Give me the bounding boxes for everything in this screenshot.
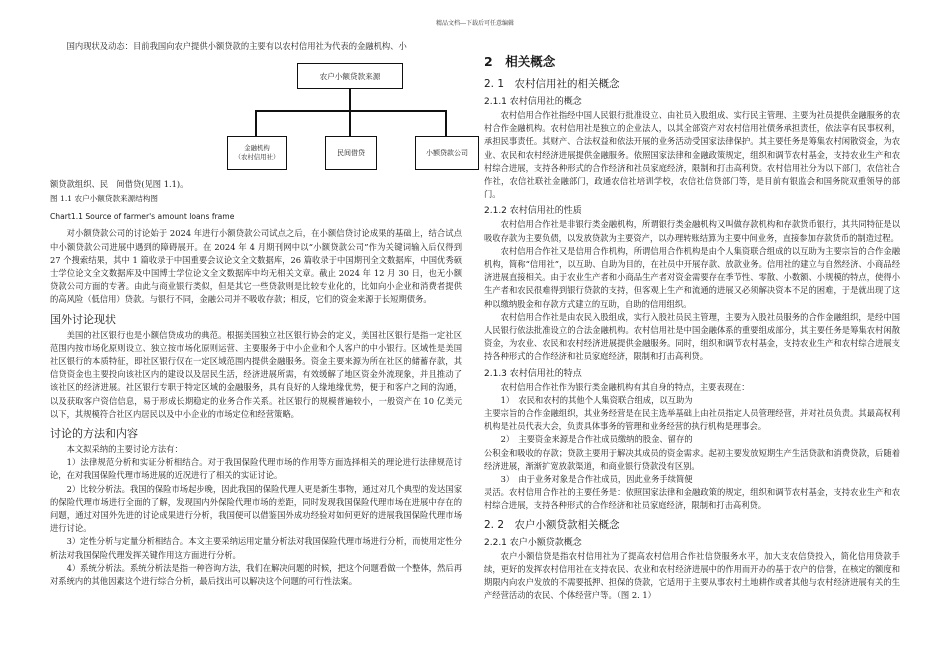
loan-source-diagram	[225, 59, 485, 174]
right-column	[484, 50, 900, 603]
method-item-2: 2）比较分析法。我国的保险市场起步晚，因此我国的保险代理人更是新生事物，通过对几个典型的发达国家的保险代理市场进行全面的了解，发现国内外保险代理市场的差距，同时发现我国保险代理市场在进展中存在的问题，通过对国外先进的讨论成果进行分析，我国便可以借鉴国外成功经验对如何更好的进展我国保险代理市场进行讨论。	[50, 483, 462, 534]
diagram-connector	[445, 110, 447, 136]
diagram-child-microloan-company: 小额贷款公司	[415, 136, 479, 170]
feature-3-lead: 3） 由于业务对象是合作社成员，因此业务手续简便	[500, 474, 693, 485]
diagram-root-box: 农户小额贷款来源	[297, 63, 403, 89]
figure-caption-cn: 图 1.1 农户小额贷款来源结构图	[50, 194, 159, 204]
heading-2-1-3: 2.1.3 农村信用社的特点	[484, 368, 582, 379]
paragraph-2-2-1: 农户小额信贷是指农村信用社为了提高农村信用合作社信贷服务水平，加大支农信贷投入，简化信用贷款手续，更好的发挥农村信用社在支持农民、农业和农村经济进展中的作用而开办的基于农户的信誉，在核定的额度和期限内向农户发放的不需要抵押、担保的贷款，它适用于主要从事农村土地耕作或者其他与农村经济进展有关的生产经营活动的农民、个体经营户等。（图 2. 1）	[484, 550, 900, 601]
heading-2-2: 2. 2 农户小额贷款相关概念	[484, 518, 620, 531]
paragraph-2-1-2-c: 农村信用合作社是由农民入股组成，实行入股社员民主管理，主要为入股社员服务的合作金融组织，是经中国人民银行依法批准设立的合法金融机构。农村信用社是中国金融体系的重要组成部分，其主要任务是筹集农村闲散资金，为农业、农民和农村经济进展提供金融服务。同时，组织和调节农村基金，支持农业生产和农村综合进展支持各种形式的合作经济和社员家庭经济，限制和打击高利贷。	[484, 311, 900, 362]
heading-2-2-1: 2.2.1 农户小额贷款概念	[484, 537, 582, 548]
diagram-connector	[349, 110, 351, 136]
paragraph-2-1-2-a: 农村信用合作社是非银行类金融机构，所谓银行类金融机构又叫做存款机构和存款货币银行，其共同特征是以吸收存款为主要负债，以发放贷款为主要资产，以办理转账结算为主要中间业务，直接参加存款货币的制造过程。	[484, 219, 900, 243]
diagram-child-private-lending: 民间借贷	[325, 136, 377, 170]
feature-1-body: 主要宗旨的合作金融组织，其业务经营是在民主选举基础上由社员指定人员管理经营，并对社员负责。其最高权利机构是社员代表大会，负责具体事务的管理和业务经营的执行机构是理事会。	[484, 408, 900, 432]
method-item-4: 4）系统分析法。系统分析法是指一种咨询方法，我们在解决问题的时候，把这个问题看做一个整体，然后再对系统内的其他因素这个进行综合分析，最后找出可以解决这个问题的可行性法案。	[50, 562, 462, 587]
method-item-1: 1）法律规范分析和实证分析相结合。对于我国保险代理市场的作用等方面选择相关的理论进行法律规范讨论，在对我国保险代理市场进展的近况进行了相关的实证讨论。	[50, 457, 462, 481]
heading-2-1-1: 2.1.1 农村信用社的概念	[484, 97, 582, 107]
paragraph-community-banks: 美国的社区银行也是小额信贷成功的典范。根据美国独立社区银行协会的定义，美国社区银行是指一定社区范围内按市场化原则设立、独立按市场化原则运营、主要服务于中小企业和个人客户的中小银行。区域性是美国社区银行的本质特征，即社区银行仅在一定区域范围内提供金融服务。资金主要来源为所在社区的储蓄存款，其信贷资金也主要投向该社区内的建设以及居民生活，经济进展所需，有效缓解了地区资金外流现象，并且推动了该社区的经济进展。社区银行专职于特定区域的金融服务，具有良好的人缘地缘优势，便于和客户之间的沟通，以及获取客户资信信息，易于形成长期稳定的业务合作关系。社区银行的规模普遍较小，一般资产在 10 亿美元以下，其规模符合社区内居民以及中小企业的市场定位和经营策略。	[50, 329, 462, 419]
feature-2-body: 公积金和吸收的存款；贷款主要用于解决其成员的资金需求。起初主要发放短期生产生活贷款和消费贷款，后随着经济进展，渐渐扩宽放款渠道，和商业银行贷款没有区别。	[484, 447, 900, 471]
paragraph-2-1-2-b: 农村信用合作社又是信用合作机构，所谓信用合作机构是由个人集资联合组成的以互助为主要宗旨的合作金融机构，简称“信用社”，以互助、自助为目的，在社员中开展存款、放款业务。信用社的建立与自然经济、小商品经济进展直接相关。由于农业生产者和小商品生产者对资金需要存在季节性、零散、小数额、小规模的特点，使得小生产者和农民很难得到银行贷款的支持，但客观上生产和流通的进展又必须解决资本不足的困难，于是就出现了这种以缴纳股金和存款方式建立的互助，自助的信用组织。	[484, 245, 900, 309]
feature-2-lead: 2） 主要资金来源是合作社成员缴纳的股金、留存的	[500, 434, 693, 445]
after-diagram-text: 额贷款组织、民 间借贷(见图 1.1)。	[50, 179, 189, 190]
heading-section-2: 2 相关概念	[484, 54, 556, 69]
methods-intro: 本文拟采纳的主要讨论方法有：	[66, 444, 183, 455]
left-column	[50, 40, 468, 588]
intro-paragraph: 国内现状及动态：目前我国向农户提供小额贷款的主要有以农村信用社为代表的金融机构、小	[66, 41, 407, 51]
page-header: 精品文档---下载后可任意编辑	[435, 20, 515, 27]
paragraph-2-1-3: 农村信用合作社作为银行类金融机构有其自身的特点，主要表现在：	[500, 381, 750, 392]
figure-caption-en: Chart1.1 Source of farmer's amount loans frame	[50, 212, 235, 222]
feature-3-body: 灵活。农村信用合作社的主要任务是：依照国家法律和金融政策的规定，组织和调节农村基金，支持农业生产和农村综合进展，支持各种形式的合作经济和社员家庭经济，限制和打击高利贷。	[484, 487, 900, 511]
heading-foreign-research: 国外讨论现状	[50, 312, 116, 326]
paragraph-microloan-research: 对小额贷款公司的讨论始于 2024 年进行小额贷款公司试点之后，在小额信贷讨论成果的基础上，结合试点中小额贷款公司进展中遇到的障碍展开。在 2024 年 4 月期刊网中以“小额贷款公司”作为关键词输入后仅得到 27 个搜索结果，其中 1 篇收录于中国重要会议论文全文数据库，26 篇收录于中国期刊全文数据库，中国优秀硕士学位论文全文数据库及中国博士学位论文全文数据库中均无相关文章。截止 2024 年 12 月 30 日，也无小额贷款公司方面的专著。由此与商业银行类似，但是其它一些贷款则是比较专业化的，比如向小企业和消费者提供的高风险（低信用）贷款。与银行不同，金融公司并不吸收存款；相反，它们的资金来源于长短期债务。	[50, 228, 462, 305]
paragraph-2-1-1: 农村信用合作社指经中国人民银行批准设立、由社员入股组成、实行民主管理、主要为社员提供金融服务的农村合作金融机构。农村信用社是独立的企业法人，以其全部资产对农村信用社债务承担责任，依法享有民事权利，承担民事责任。其财产、合法权益和依法开展的业务活动受国家法律保护。其主要任务是筹集农村闲散资金，为农业、农民和农村经济进展提供金融服务。依照国家法律和金融政策规定，组织和调节农村基金，支持农业生产和农村综合进展，支持各种形式的合作经济和社员家庭经济，限制和打击高利贷。农村信用社分为以下部门，农信社合作社，农信社联社金融部门，政通农信社培训学校，农信社信贷部门等，是目前有银监会和国务院双重领导的部门。	[484, 110, 900, 200]
heading-2-1: 2. 1 农村信用社的相关概念	[484, 78, 620, 90]
heading-2-1-2: 2.1.2 农村信用社的性质	[484, 206, 582, 217]
heading-methods: 讨论的方法和内容	[50, 427, 138, 441]
method-item-3: 3）定性分析与定量分析相结合。本文主要采纳运用定量分析法对我国保险代理市场进行分析，而使用定性分析法对我国保险代理发挥关键作用这方面进行分析。	[50, 536, 462, 560]
feature-1-lead: 1） 农民和农村的其他个人集资联合组成，以互助为	[500, 394, 693, 405]
diagram-connector	[255, 110, 257, 136]
diagram-connector	[349, 88, 351, 110]
diagram-child-financial-institution: 金融机构 （农村信用社）	[227, 136, 287, 170]
